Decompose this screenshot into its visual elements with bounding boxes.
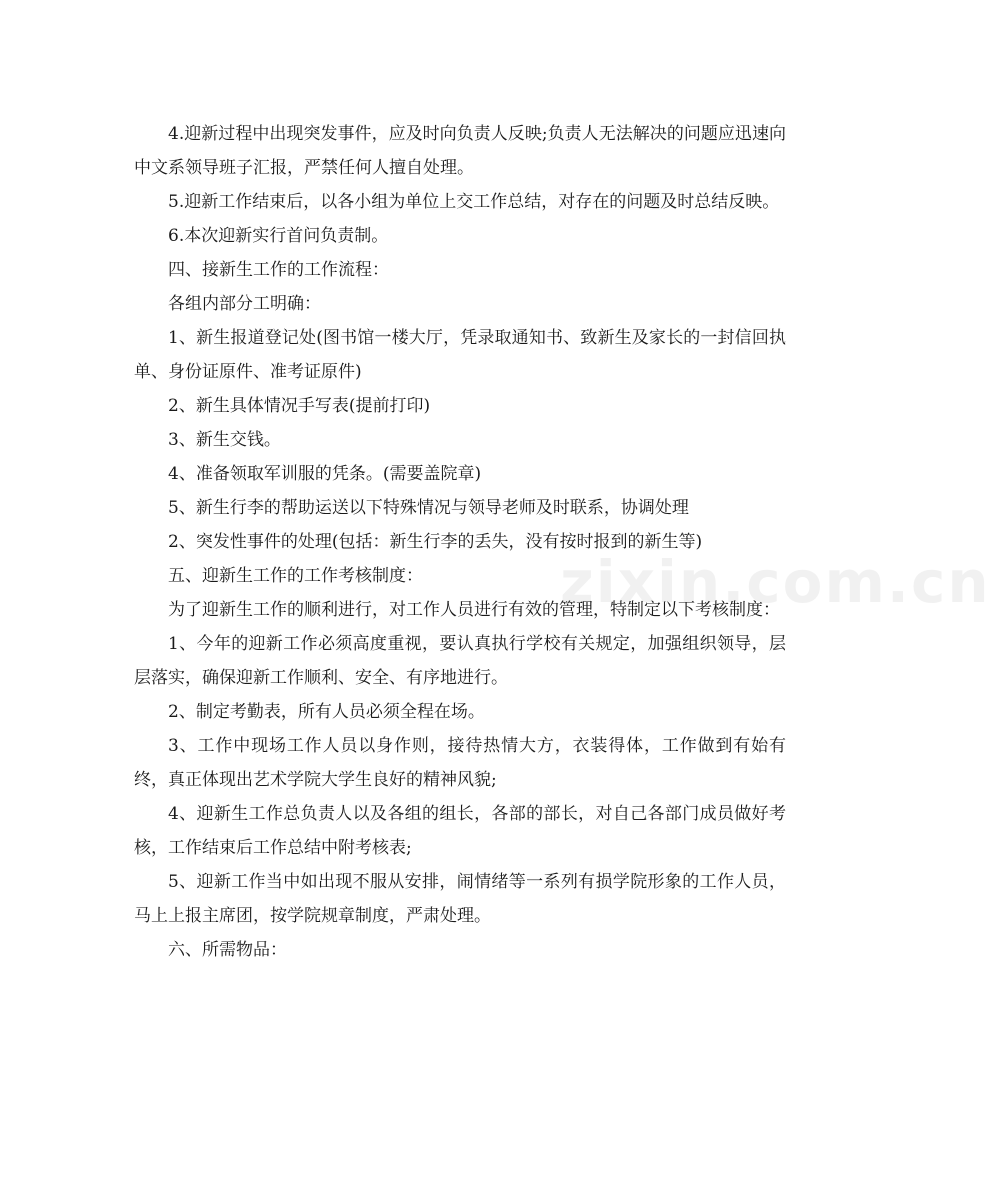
document-body <box>134 117 786 967</box>
list-item: 5、新生行李的帮助运送以下特殊情况与领导老师及时联系，协调处理 <box>168 498 689 518</box>
list-item: 2、新生具体情况手写表(提前打印) <box>168 396 431 416</box>
paragraph: 5.迎新工作结束后，以各小组为单位上交工作总结，对存在的问题及时总结反映。 <box>168 192 780 212</box>
list-item: 1、新生报道登记处(图书馆一楼大厅，凭录取通知书、致新生及家长的一封信回执单、身份证原件、准考证原件) <box>134 328 786 382</box>
list-item: 2、制定考勤表，所有人员必须全程在场。 <box>168 702 485 722</box>
list-item: 4、迎新生工作总负责人以及各组的组长，各部的部长，对自己各部门成员做好考核，工作结束后工作总结中附考核表; <box>134 804 786 858</box>
section-heading: 四、接新生工作的工作流程： <box>168 260 389 280</box>
section-heading: 六、所需物品： <box>168 940 287 960</box>
list-item: 2、突发性事件的处理(包括：新生行李的丢失，没有按时报到的新生等) <box>168 532 703 552</box>
list-item: 3、工作中现场工作人员以身作则，接待热情大方，衣装得体，工作做到有始有终，真正体现出艺术学院大学生良好的精神风貌; <box>134 736 786 790</box>
list-item: 4、准备领取军训服的凭条。(需要盖院章) <box>168 464 482 484</box>
list-item: 1、今年的迎新工作必须高度重视，要认真执行学校有关规定，加强组织领导，层层落实，确保迎新工作顺利、安全、有序地进行。 <box>134 634 786 688</box>
paragraph: 6.本次迎新实行首问负责制。 <box>168 226 389 246</box>
paragraph: 各组内部分工明确： <box>168 294 321 314</box>
section-heading: 五、迎新生工作的工作考核制度： <box>168 566 423 586</box>
watermark: zixin.com.cn <box>560 548 991 616</box>
paragraph: 为了迎新生工作的顺利进行，对工作人员进行有效的管理，特制定以下考核制度： <box>168 600 780 620</box>
list-item: 5、迎新工作当中如出现不服从安排，闹情绪等一系列有损学院形象的工作人员，马上上报主席团，按学院规章制度，严肃处理。 <box>134 872 786 926</box>
list-item: 3、新生交钱。 <box>168 430 281 450</box>
paragraph: 4.迎新过程中出现突发事件，应及时向负责人反映;负责人无法解决的问题应迅速向中文系领导班子汇报，严禁任何人擅自处理。 <box>134 124 786 178</box>
